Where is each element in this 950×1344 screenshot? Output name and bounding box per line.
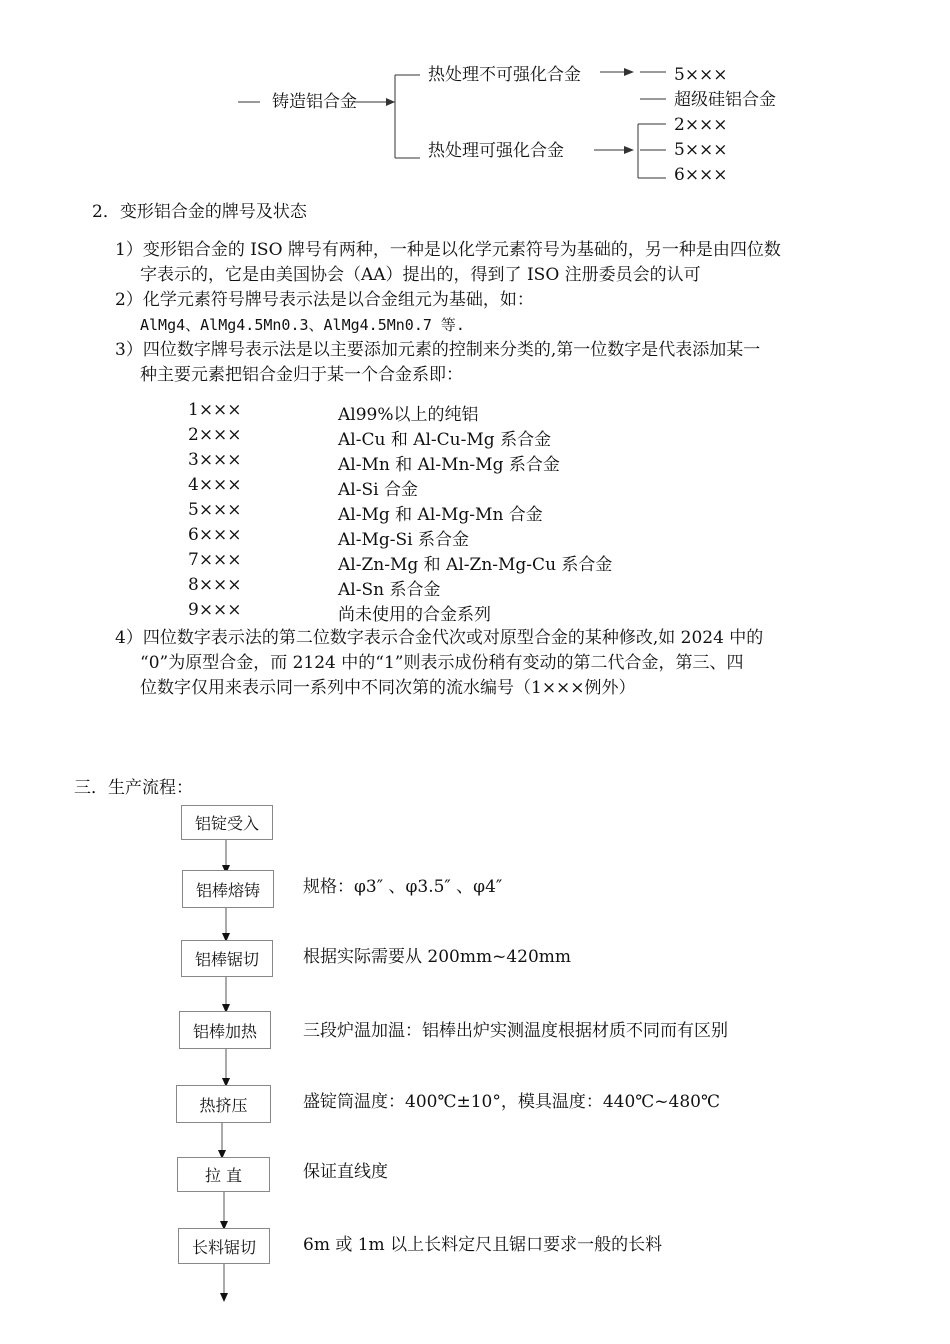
series-code: 8×××	[188, 575, 242, 595]
flow-step-ingot-receiving	[181, 805, 273, 840]
paragraph-line: 1）变形铝合金的 ISO 牌号有两种，一种是以化学元素符号为基础的，另一种是由四位数	[115, 240, 781, 260]
flow-step-label: 铝棒熔铸	[195, 880, 260, 900]
flow-step-note: 规格：φ3″ 、φ3.5″ 、φ4″	[303, 877, 503, 897]
tree-leaf: 6×××	[674, 165, 728, 185]
series-code: 1×××	[188, 400, 242, 420]
flow-step-label: 热挤压	[199, 1095, 248, 1115]
flow-step-note: 三段炉温加温：铝棒出炉实测温度根据材质不同而有区别	[303, 1021, 728, 1041]
series-code: 9×××	[188, 600, 242, 620]
paragraph-line: “0”为原型合金，而 2124 中的“1”则表示成份稍有变动的第二代合金，第三、四	[140, 653, 744, 673]
flow-step-label: 拉 直	[204, 1166, 243, 1185]
paragraph-line: 种主要元素把铝合金归于某一个合金系即：	[140, 365, 463, 385]
series-desc: Al99%以上的纯铝	[338, 405, 479, 425]
paragraph-line: 4）四位数字表示法的第二位数字表示合金代次或对原型合金的某种修改,如 2024 中的	[115, 628, 764, 648]
series-code: 4×××	[188, 475, 242, 495]
series-desc: Al-Mg-Si 系合金	[338, 530, 469, 550]
series-desc: Al-Si 合金	[338, 480, 418, 500]
flow-step-hot-extrusion	[176, 1085, 271, 1123]
paragraph-line: AlMg4、AlMg4.5Mn0.3、AlMg4.5Mn0.7 等.	[140, 316, 465, 334]
paragraph-line: 3）四位数字牌号表示法是以主要添加元素的控制来分类的,第一位数字是代表添加某一	[115, 340, 761, 360]
tree-leaf: 5×××	[674, 65, 728, 85]
flow-step-label: 铝棒加热	[192, 1021, 257, 1041]
flow-step-note: 保证直线度	[303, 1162, 388, 1182]
section-2-heading: 2．变形铝合金的牌号及状态	[92, 202, 307, 222]
series-desc: Al-Mg 和 Al-Mg-Mn 合金	[338, 505, 543, 525]
series-code: 3×××	[188, 450, 242, 470]
section-3-heading: 三．生产流程：	[74, 778, 193, 798]
flow-step-note: 6m 或 1m 以上长料定尺且锯口要求一般的长料	[303, 1235, 663, 1255]
flow-step-note: 根据实际需要从 200mm~420mm	[303, 947, 572, 967]
series-code: 7×××	[188, 550, 242, 570]
flow-step-straightening	[177, 1157, 270, 1192]
series-code: 6×××	[188, 525, 242, 545]
paragraph-line: 字表示的，它是由美国协会（AA）提出的，得到了 ISO 注册委员会的认可	[140, 265, 701, 285]
series-code: 5×××	[188, 500, 242, 520]
flow-step-label: 铝棒锯切	[194, 950, 259, 969]
series-desc: Al-Mn 和 Al-Mn-Mg 系合金	[338, 455, 560, 475]
tree-branch-non-heat-treatable: 热处理不可强化合金	[428, 65, 581, 85]
tree-leaf: 超级硅铝合金	[674, 90, 776, 110]
flow-step-label: 长料锯切	[191, 1237, 256, 1257]
flow-step-note: 盛锭筒温度：400℃±10°，模具温度：440℃~480℃	[303, 1092, 721, 1112]
series-desc: Al-Sn 系合金	[338, 580, 441, 600]
series-desc: 尚未使用的合金系列	[338, 605, 491, 625]
flow-step-long-cutting	[178, 1228, 270, 1264]
flow-step-label: 铝锭受入	[194, 814, 259, 833]
series-desc: Al-Cu 和 Al-Cu-Mg 系合金	[338, 430, 552, 450]
series-desc: Al-Zn-Mg 和 Al-Zn-Mg-Cu 系合金	[338, 555, 613, 575]
flow-step-billet-casting	[182, 870, 274, 908]
paragraph-line: 位数字仅用来表示同一系列中不同次第的流水编号（1×××例外）	[140, 678, 636, 698]
paragraph-line: 2）化学元素符号牌号表示法是以合金组元为基础，如：	[115, 290, 534, 310]
flow-step-billet-sawing	[181, 940, 273, 977]
flow-step-billet-heating	[179, 1011, 271, 1049]
tree-leaf: 5×××	[674, 140, 728, 160]
tree-branch-heat-treatable: 热处理可强化合金	[428, 141, 564, 161]
tree-leaf: 2×××	[674, 115, 728, 135]
tree-root: 铸造铝合金	[272, 92, 357, 112]
series-code: 2×××	[188, 425, 242, 445]
